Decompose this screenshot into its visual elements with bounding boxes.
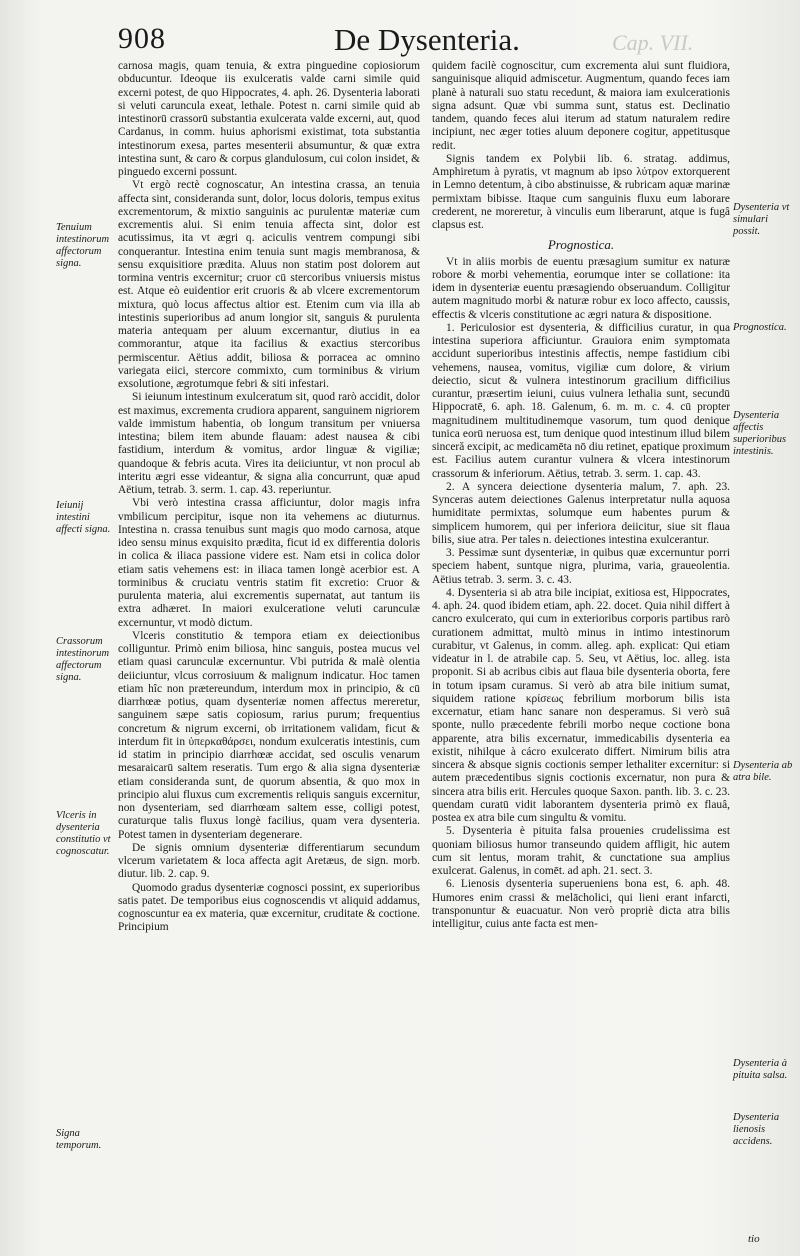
section-heading: Prognostica. [547, 237, 615, 253]
paragraph: 2. A syncera deiectione dysenteria malum, 7. aph. 23. Synceras autem deiectiones Galenus interpretatur nulla aquosa humiditate permixtas, solumque eum habentes purum & simplicem humorem, qui per inferiora deiicitur, siue sit flaua bilis, siue atra. Per tales n. deiectiones intestina exulcerantur. [432, 480, 730, 546]
paragraph: 6. Lienosis dysenteria superueniens bona est, 6. aph. 48. Humores enim crassi & melācholici, qui lieni erant infarcti, transponuntur & euacuatur. Non verò propriè dicta atra bilis intelligitur, cuius ante facta est men- [432, 878, 730, 930]
page-header [112, 22, 712, 62]
margin-note-left: Crassorum intestinorum affectorum signa. [56, 636, 110, 683]
running-title: De Dysenteria. [334, 22, 520, 57]
catchword: tio [748, 1233, 760, 1245]
paragraph: 3. Pessimæ sunt dysenteriæ, in quibus quæ excernuntur porri speciem habent, suntque nigra, plurima, varia, graueolentia. Aëtius tetrab. 3. serm. 3. c. 43. [432, 547, 730, 586]
paragraph: Vt ergò rectè cognoscatur, An intestina crassa, an tenuia affecta sint, consideranda sunt, dolor, locus doloris, tempus exitus excrementorum, & mixtio sanguinis ac purulentæ materiæ cum excrementis alui. Si enim tenuia affecta sint, dolor est acutissimus, ita vt ægri q. aciculis ventrem compungi sibi conquerantur. Intestina enim tenuia sunt magis membranosa, & sensu exquisitiore prædita. Aluus non statim post dolorem aut tormina ventris excernitur; cruor cū stercoribus vniuersis mistus est. Atque eò euidentior erit cruoris & ab vlcere excrementorum mixtura, quò locus affectus altior est. Etenim cum via illa ab intestinis superioribus ad anum longior sit, sanguis & purulenta materia antequam per aluum excernantur, diutius in ea commorantur, atque ita facilius & exactius stercoribus permiscentur. Aëtius addit, biliosa & porracea ac omnino variegata eiici, stercore commixto, cum torminibus & virium exsolutione, ægrotumque febri & siti infestari. [118, 179, 420, 390]
margin-note-right: Dysenteria ab atra bile. [733, 760, 793, 783]
paragraph: 1. Periculosior est dysenteria, & difficilius curatur, in qua intestina superiora afficiuntur. Grauiora enim symptomata accidunt superioribus intestinis affectis, nempe fastidium cibi vehemens, nausea, vomitus, vigiliæ cum dolore, & virium deiectio, sicut & vulnera intestinorum gracilium difficilius curantur, præsertim ieiuni, cuius vulnera lethalia sunt, secundū Hippocratē, 6. aph. 18. Galenum, 6. m. m. c. 4. cū propter magnitudinem multitudinemque vasorum, tum quod denique tunica eorū neruosa est, tum denique quod intestinum illud bilem sinceră excipit, ac medicamēta nō diu retinet, epatique proximum est. Facilius autem curantur vulnera & vlcera intestinorum crassorum & inferiorum. Aëtius, tetrab. 3. serm. 1. cap. 43. [432, 321, 730, 480]
paragraph: 5. Dysenteria è pituita falsa prouenies crudelissima est quoniam biliosus humor transeundo quidem affligit, hic autem cum sit lentus, moram trahit, & cunctatione sua amplius exulcerat. Galenus, in comēt. ad aph. 21. sect. 3. [432, 825, 730, 877]
margin-note-left: Ieiunij intestini affecti signa. [56, 500, 111, 535]
paragraph: Vbi verò intestina crassa afficiuntur, dolor magis infra vmbilicum percipitur, isque non ita vehemens ac diuturnus. Intestina n. crassa tenuibus sunt magis quo modo carnosa, atque ideo sensu minus exquisito prædita, ficut id ex differentia doloris in colica & iliaca passione videre est. Nam etsi in colica dolor etiam satis vehemens est: in iliaca tamen longè acerbior est. A torminibus & cruciatu ventris statim fit excretio: Cruor & purulenta materia, alui excrementis supernatat, aut tantum iis extra adhæret. In maiori exulceratione veluti carunculæ excernuntur, vt modò dictum. [118, 497, 420, 629]
margin-note-left: Vlceris in dysenteria constitutio vt cognoscatur. [56, 810, 111, 857]
paragraph: Si ieiunum intestinum exulceratum sit, quod rarò accidit, dolor est maximus, excrementa crudiora apparent, sanguinem nigriorem valde immistum habentia, ob longum transitum per vniuersa intestina; bilem item abunde flauam: adest nausea & cibi fastidium, interdum & vomitus, ardor linguæ & vigiliæ; quandoque & febris acuta. Vires ita deiiciuntur, vt non procul ab interitu ægri esse videantur, & signa alia concurrunt, quæ apud Aëtium, tetrab. 3. serm. 1. cap. 43. reperiuntur. [118, 391, 420, 496]
bleed-through-text: Cap. VII. [612, 30, 694, 55]
margin-note-right: Dysenteria lienosis accidens. [733, 1112, 780, 1147]
paragraph: quidem facilè cognoscitur, cum excrementa alui sunt fluidiora, sanguinisque aliquid admiscetur. Augmentum, quando feces iam planè à naturali suo statu recedunt, & maiora iam exulcerationis signa adsunt. Quæ vbi summa sunt, status est. Declinatio tandem, quando feces alui iterum ad statum naturalem redire incipiunt, nec æger toties aluum deponere cogitur, appetitusque redit. [432, 60, 730, 152]
paragraph: 4. Dysenteria si ab atra bile incipiat, exitiosa est, Hippocrates, 4. aph. 24. quod ibidem etiam, aph. 22. docet. Quia nihil differt à cancro exulcerato, qui cum in exterioribus corporis partibus rarò curationem admittat, multò minus in intimo intestinorum curabitur, vt Galenus, in comm. alleg. aph. explicat: Qui etiam videatur in l. de atrabile cap. 5. Seu, vt Aëtius, loc. alleg. ista proponit. Si ab acribus cibis aut flaua bile dysenteria oborta, fere in totum ipsam curamus. Si verò ab atra bile initium sumat, siquidem ratione κρίσεως febrilium morborum bilis ista excernatur, etiam hanc sanare non desperamus. Si verò suâ sponte, nullo præcedente febrili morbo neque coctione bona apparente, atra bilis excernatur, immedicabilis dysenteria ea existit, nihilque à cácro exulcerato differt. Nimirum bilis atra sincera & absque signis coctionis semper lethaliter excernitur: si autem præcedentibus signis coctionis excernatur, non pura & sincera atra bilis erit. Hercules quoque Saxon. panth. lib. 3. c. 23. quendam curatū vidit laborantem dysenteria primò ex flauâ, postea ex atra bile cum singultu & vomitu. [432, 586, 730, 824]
margin-note-right: Prognostica. [733, 322, 787, 333]
left-text-column [118, 60, 420, 935]
paragraph: Quomodo gradus dysenteriæ cognosci possint, ex superioribus satis patet. De temporibus eius cognoscendis vt aliquid addamus, cognoscuntur ea ex materia, quæ excernitur, cruditate & coctione. Principium [118, 881, 420, 934]
paragraph: Vlceris constitutio & tempora etiam ex deiectionibus colliguntur. Primò enim biliosa, hinc sanguis, postea mucus vel etiam quasi carunculæ excernuntur. Vbi putrida & malè olentia deiiciuntur, vlcus corrosiuum & malignum indicatur. Hoc tamen etiam hîc non prætereundum, interdum mox in principio, & cū diarrhœæ potius, quam dysenteriæ nomen affectus mereretur, sanguinem sæpe satis copiosum, rarius purum; frequentius concretum & nigrum excerni, ob irritationem validam, ficut & interdum fit in ὑπερκαθάρσει, nondum exulceratis intestinis, cum id statim in principio diarrhœæ accidat, sed osculis venarum mesaraicarū saltem reseratis. Tum ergo & alia signa dysenteriæ etiam consideranda sunt, de quorum absentia, & quo mox in principio alui fluxus cum excrementis reliquis sanguis excernitur, non dysenteriam, sed diarrhœam saltem esse, colligi potest, curaturque talis fluxus longè facilius, quam vera dysenteria. Potest tamen in dysenteriam degenerare. [118, 629, 420, 841]
margin-note-left: Signa temporum. [56, 1128, 102, 1151]
paragraph: carnosa magis, quam tenuia, & extra pinguedine copiosiorum obducuntur. Ideoque iis exulceratis valde carni simile quid excerni potest, de quo Hippocrates, 4. aph. 26. Dysenteria laborati si veluti caruncula exeat, lethale. Potest n. carni simile quid ab intestinorū crassorū substantia exulcerata valde excerni, aut, quod Cardanus, in comm. huius aphorismi existimat, tota substantia intestinorum exesa, partes mesenterii absumuntur, & quæ extra intestina sunt, & caro & corpus glandulosum, cui colon insidet, & pinguedo excerni possunt. [118, 60, 420, 178]
margin-note-left: Tenuium intestinorum affectorum signa. [56, 222, 110, 269]
paragraph: Vt in aliis morbis de euentu præsagium sumitur ex naturæ robore & morbi vehementia, eorumque inter se collatione: ita idem in dysenteriæ euentu præsagiendo obseruandum. Colligitur autem magnitudo morbi & naturæ robur ex loco affecto, caussis, effectis & vlceris constitutione ac ægri natura & dispositione. [432, 255, 730, 321]
margin-note-right: Dysenteria affectis superioribus intestinis. [733, 410, 787, 457]
paragraph: De signis omnium dysenteriæ differentiarum secundum vlcerum varietatem & loca affecta agit Aretæus, de sign. morb. diutur. lib. 2. cap. 9. [118, 841, 420, 881]
margin-note-right: Dysenteria vt simulari possit. [733, 202, 790, 237]
margin-note-right: Dysenteria à pituita salsa. [733, 1058, 788, 1081]
paragraph: Signis tandem ex Polybii lib. 6. stratag. addimus, Amphiretum à pyratis, vt magnum ab ipso λύτρον extorquerent in Lemno detentum, à cibo abstinuisse, & rubricam aquæ marinæ permixtam bibisse. Itaque cum sanguinis fluxu eum laborare crederent, ne moreretur, à vinculis eum liberarunt, atque is fugâ clapsus est. [432, 152, 730, 231]
right-text-column [432, 60, 730, 931]
page-number: 908 [118, 22, 166, 55]
